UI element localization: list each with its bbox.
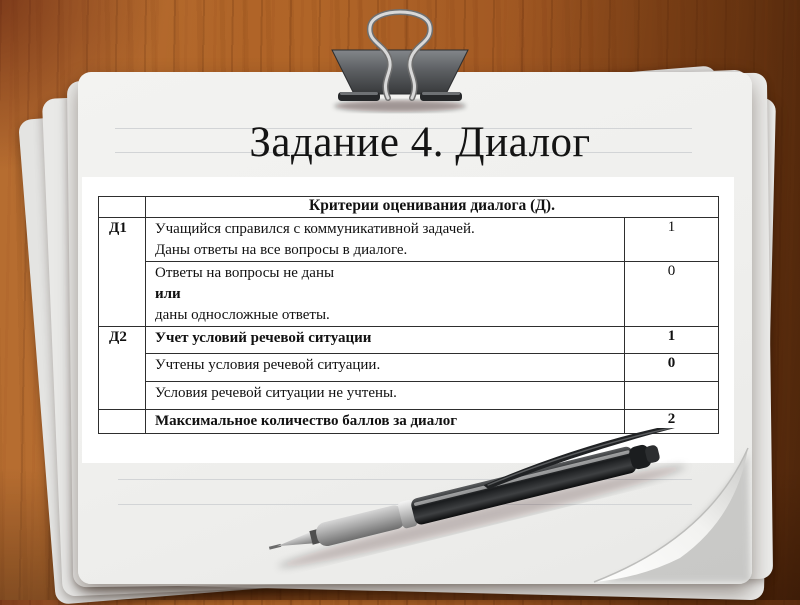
pen-icon: [240, 428, 700, 596]
criterion-text: Условия речевой ситуации не учтены.: [146, 382, 625, 410]
table-row: [99, 197, 719, 218]
criterion-text: Учтены условия речевой ситуации.: [146, 354, 625, 382]
table-row: [99, 382, 719, 410]
table-row: [99, 262, 719, 327]
score-cell: [625, 382, 719, 410]
criterion-code-d1: Д1: [99, 218, 146, 327]
corner-cell: [99, 197, 146, 218]
score-cell: 1: [625, 218, 719, 262]
table-row: [99, 218, 719, 262]
table-row: [99, 354, 719, 382]
criterion-code-d2: Д2: [99, 327, 146, 410]
criterion-text: Ответы на вопросы не даны или даны односложные ответы.: [146, 262, 625, 327]
score-cell: 0: [625, 354, 719, 382]
score-cell: 0: [625, 262, 719, 327]
criterion-text: Учащийся справился с коммуникативной задачей. Даны ответы на все вопросы в диалоге.: [146, 218, 625, 262]
empty-cell: [99, 410, 146, 434]
table-row: [99, 327, 719, 354]
table-header-cell: Критерии оценивания диалога (Д).: [146, 197, 719, 218]
criteria-table: [98, 196, 719, 434]
score-cell: 1: [625, 327, 719, 354]
slide-title: Задание 4. Диалог: [249, 119, 591, 166]
binder-clip-icon: [322, 0, 478, 116]
criterion-text: Учет условий речевой ситуации: [146, 327, 625, 354]
total-score-cell: 2: [625, 410, 719, 434]
total-label: Максимальное количество баллов за диалог: [146, 410, 625, 434]
